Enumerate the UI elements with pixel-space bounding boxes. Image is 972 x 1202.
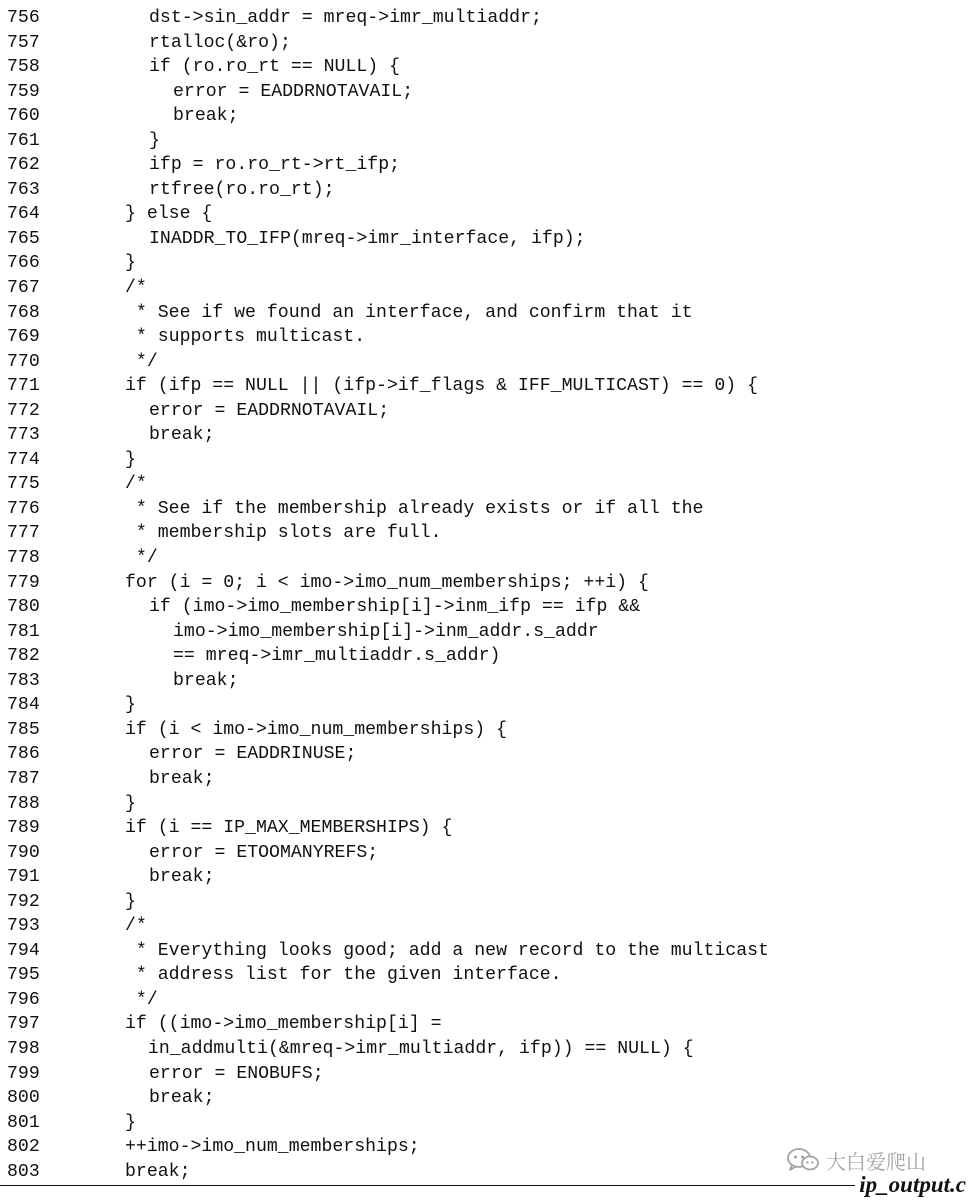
line-number: 784 [7,695,40,716]
wechat-icon [786,1147,820,1173]
code-text: ++imo->imo_num_memberships; [125,1137,420,1158]
line-number: 776 [7,498,40,519]
code-text: if (ifp == NULL || (ifp->if_flags & IFF_MULTICAST) == 0) { [125,376,759,397]
line-number: 798 [7,1038,40,1059]
code-text: } [125,793,136,814]
code-line [0,1086,972,1111]
code-line [0,595,972,620]
line-number: 786 [7,744,40,765]
code-text: break; [149,768,215,789]
code-line [0,6,972,31]
line-number: 792 [7,891,40,912]
line-number: 789 [7,818,40,839]
code-text: * supports multicast. [125,327,366,348]
line-number: 759 [7,81,40,102]
code-line [0,497,972,522]
code-text: * See if the membership already exists or if all the [125,498,704,519]
code-text: } [125,253,136,274]
code-text: } [125,449,136,470]
watermark [786,1147,926,1173]
line-number: 757 [7,32,40,53]
code-text: error = ETOOMANYREFS; [149,842,379,863]
code-line [0,571,972,596]
code-line [0,448,972,473]
code-text: break; [173,670,239,691]
code-text: break; [173,106,239,127]
line-number: 802 [7,1137,40,1158]
line-number: 763 [7,179,40,200]
line-number: 771 [7,376,40,397]
code-text: */ [125,548,158,569]
code-text: error = ENOBUFS; [149,1063,324,1084]
code-line [0,374,972,399]
code-line [0,1012,972,1037]
line-number: 772 [7,400,40,421]
code-text: error = EADDRNOTAVAIL; [149,400,390,421]
line-number: 787 [7,768,40,789]
line-number: 795 [7,965,40,986]
code-line [0,742,972,767]
line-number: 770 [7,351,40,372]
code-line [0,55,972,80]
line-number: 774 [7,449,40,470]
code-text: /* [125,474,147,495]
code-text: /* [125,916,147,937]
line-number: 773 [7,425,40,446]
code-text: } else { [125,204,213,225]
code-text: if (i < imo->imo_num_memberships) { [125,719,507,740]
line-number: 764 [7,204,40,225]
code-line [0,988,972,1013]
watermark-text: 大白爱爬山 [826,1149,926,1174]
code-line [0,841,972,866]
line-number: 758 [7,57,40,78]
line-number: 785 [7,719,40,740]
line-number: 760 [7,106,40,127]
code-line [0,423,972,448]
code-line [0,1037,972,1062]
code-text: } [125,891,136,912]
code-text: error = EADDRNOTAVAIL; [173,81,414,102]
code-text: rtfree(ro.ro_rt); [149,179,335,200]
code-text: * See if we found an interface, and confirm that it [125,302,693,323]
line-number: 775 [7,474,40,495]
line-number: 768 [7,302,40,323]
code-line [0,792,972,817]
code-text: if (ro.ro_rt == NULL) { [149,57,401,78]
line-number: 790 [7,842,40,863]
line-number: 778 [7,548,40,569]
code-text: /* [125,278,147,299]
code-line [0,276,972,301]
code-line [0,963,972,988]
line-number: 756 [7,8,40,28]
code-line [0,546,972,571]
code-line [0,202,972,227]
line-number: 781 [7,621,40,642]
line-number: 801 [7,1112,40,1133]
code-line [0,325,972,350]
code-text: if (imo->imo_membership[i]->inm_ifp == ifp && [149,597,641,618]
line-number: 797 [7,1014,40,1035]
code-line [0,890,972,915]
code-text: in_addmulti(&mreq->imr_multiaddr, ifp)) == NULL) { [137,1038,694,1059]
line-number: 782 [7,646,40,667]
code-text: dst->sin_addr = mreq->imr_multiaddr; [149,8,542,28]
code-line [0,669,972,694]
code-line [0,865,972,890]
code-text: ifp = ro.ro_rt->rt_ifp; [149,155,401,176]
line-number: 803 [7,1161,40,1182]
line-number: 793 [7,916,40,937]
code-text: */ [125,989,158,1010]
code-line [0,816,972,841]
line-number: 783 [7,670,40,691]
line-number: 777 [7,523,40,544]
line-number: 796 [7,989,40,1010]
code-text: * Everything looks good; add a new record to the multicast [125,940,769,961]
code-text: == mreq->imr_multiaddr.s_addr) [173,646,501,667]
code-text: } [125,1112,136,1133]
code-line [0,521,972,546]
code-text: break; [125,1161,191,1182]
line-number: 769 [7,327,40,348]
line-number: 794 [7,940,40,961]
code-text: if ((imo->imo_membership[i] = [125,1014,442,1035]
code-line [0,227,972,252]
line-number: 766 [7,253,40,274]
code-text: * membership slots are full. [125,523,442,544]
code-line [0,767,972,792]
code-line [0,104,972,129]
code-line [0,1062,972,1087]
code-line [0,31,972,56]
code-line [0,399,972,424]
code-text: * address list for the given interface. [125,965,562,986]
code-text: rtalloc(&ro); [149,32,291,53]
code-line [0,472,972,497]
code-text: */ [125,351,158,372]
listing-end-rule [0,1185,855,1186]
code-text: break; [149,867,215,888]
code-line [0,251,972,276]
code-listing [0,6,972,1184]
line-number: 762 [7,155,40,176]
line-number: 779 [7,572,40,593]
code-line [0,914,972,939]
source-file-caption: ip_output.c [859,1172,966,1197]
line-number: 799 [7,1063,40,1084]
code-line [0,939,972,964]
line-number: 780 [7,597,40,618]
code-line [0,620,972,645]
code-text: } [125,695,136,716]
line-number: 788 [7,793,40,814]
code-line [0,350,972,375]
code-text: if (i == IP_MAX_MEMBERSHIPS) { [125,818,453,839]
code-text: imo->imo_membership[i]->inm_addr.s_addr [173,621,599,642]
code-text: break; [149,1088,215,1109]
code-line [0,718,972,743]
code-line [0,644,972,669]
code-line [0,153,972,178]
code-text: break; [149,425,215,446]
code-text: INADDR_TO_IFP(mreq->imr_interface, ifp); [149,228,586,249]
line-number: 761 [7,130,40,151]
line-number: 765 [7,228,40,249]
code-text: for (i = 0; i < imo->imo_num_memberships; ++i) { [125,572,649,593]
code-line [0,80,972,105]
line-number: 800 [7,1088,40,1109]
line-number: 791 [7,867,40,888]
code-line [0,1111,972,1136]
line-number: 767 [7,278,40,299]
code-text: error = EADDRINUSE; [149,744,357,765]
code-line [0,178,972,203]
code-line [0,301,972,326]
code-line [0,129,972,154]
code-line [0,693,972,718]
code-text: } [149,130,160,151]
